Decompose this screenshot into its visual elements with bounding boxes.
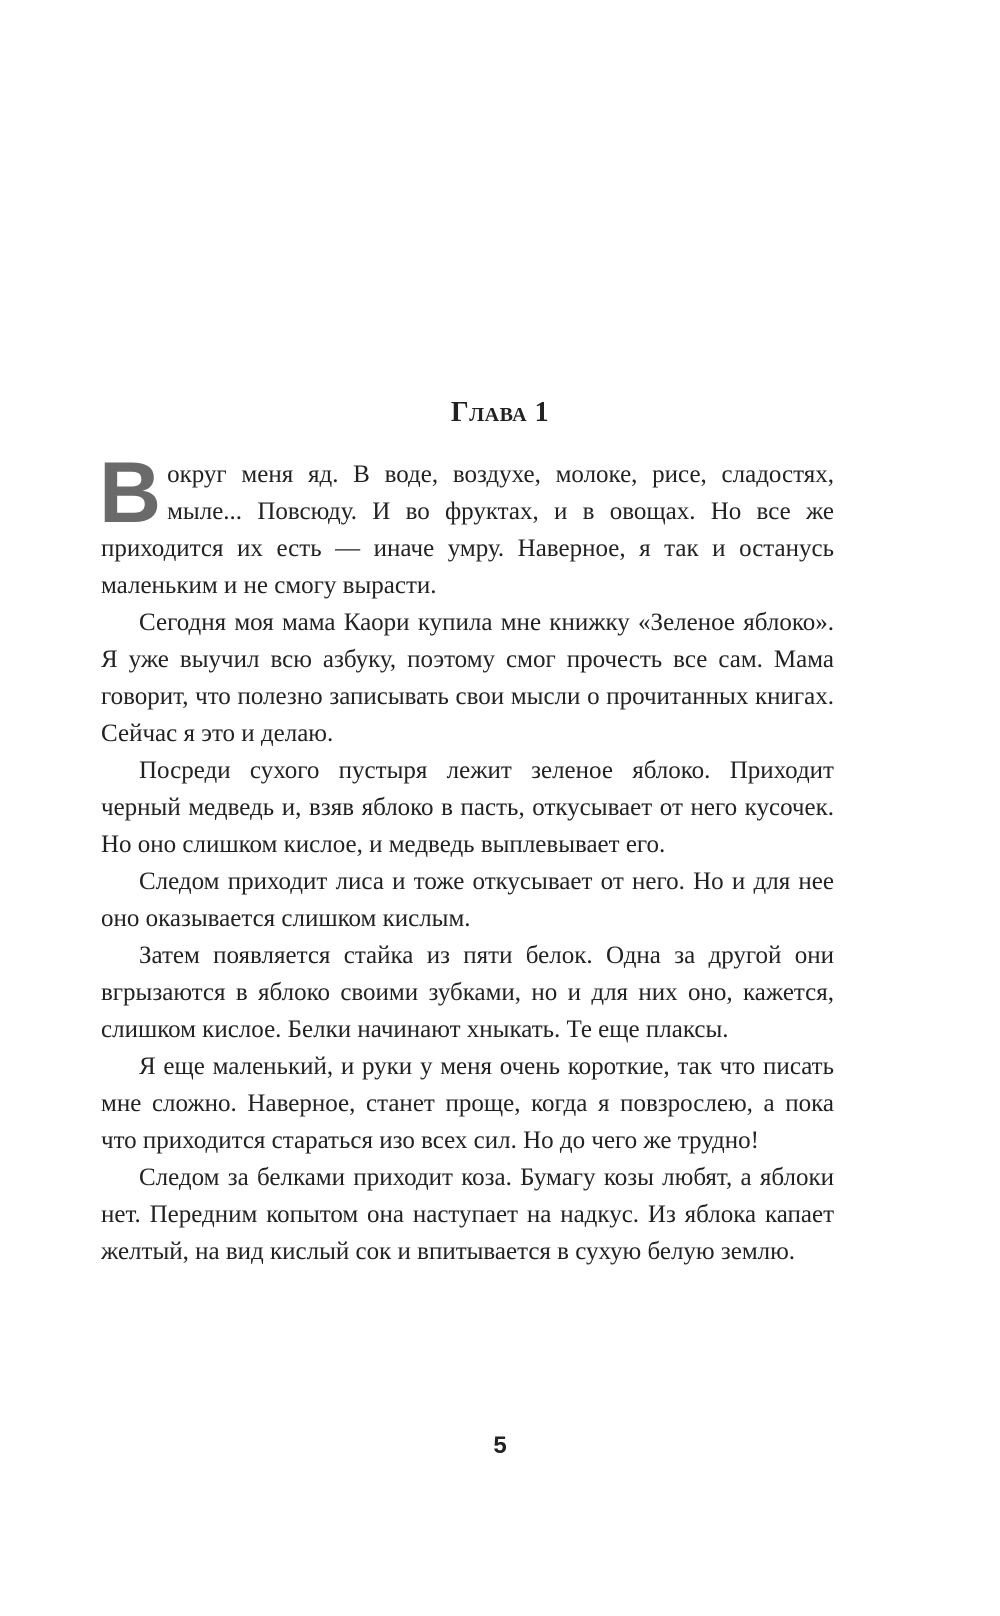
paragraph-5: Затем появляется стайка из пяти белок. Одна за другой они вгрызаются в яблоко своими зубками, но и для них оно, кажется, слишком кислое. Белки начинают хныкать. Те еще плаксы.: [101, 942, 834, 1043]
paragraph-2: Сегодня моя мама Каори купила мне книжку «Зеленое яблоко». Я уже выучил всю азбуку, поэтому смог прочесть все сам. Мама говорит, что полезно записывать свои мысли о прочитанных книгах. Сейчас я это и делаю.: [101, 609, 834, 747]
paragraph-3: Посреди сухого пустыря лежит зеленое яблоко. Приходит черный медведь и, взяв яблоко в пасть, откусывает от него кусочек. Но оно слишком кислое, и медведь выплевывает его.: [101, 757, 834, 858]
chapter-text: [99, 445, 834, 1270]
paragraph-4: Следом приходит лиса и тоже откусывает от него. Но и для нее оно оказывается слишком кислым.: [101, 868, 834, 932]
chapter-title: Глава 1: [450, 397, 550, 428]
drop-cap: В: [99, 445, 162, 541]
paragraph-1-text: округ меня яд. В воде, воздухе, молоке, рисе, сладостях, мыле... Повсюду. И во фруктах, и в овощах. Но все же приходится их есть — иначе умру. Наверное, я так и останусь маленьким и не смогу вырасти.: [101, 461, 834, 599]
paragraph-7: Следом за белками приходит коза. Бумагу козы любят, а яблоки нет. Передним копытом она наступает на надкус. Из яблока капает желтый, на вид кислый сок и впитывается в сухую белую землю.: [101, 1164, 834, 1265]
paragraph-1: [99, 445, 834, 604]
paragraph-6: Я еще маленький, и руки у меня очень короткие, так что писать мне сложно. Наверное, станет проще, когда я повзрослею, а пока что приходится стараться изо всех сил. Но до чего же трудно!: [101, 1053, 834, 1154]
page-number: 5: [493, 1432, 507, 1459]
